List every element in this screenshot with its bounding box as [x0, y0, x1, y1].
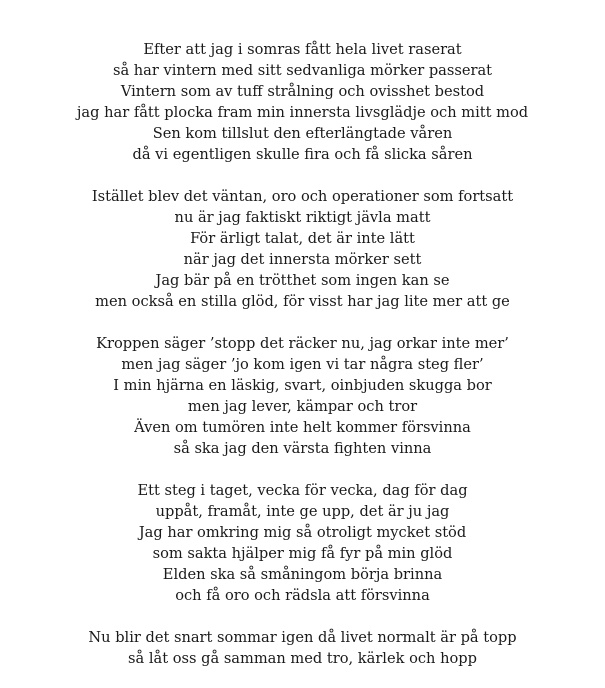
poem-line: som sakta hjälper mig få fyr på min glöd [152, 545, 453, 562]
poem-line: Jag har omkring mig så otroligt mycket stöd [138, 524, 467, 541]
poem-line: Vintern som av tuff strålning och ovisshet bestod [120, 83, 485, 100]
poem-line: så ska jag den värsta fighten vinna [173, 440, 432, 457]
poem-line: Nu blir det snart sommar igen då livet normalt är på topp [88, 629, 517, 646]
poem-line: Elden ska så småningom börja brinna [162, 566, 443, 583]
poem-line: I min hjärna en läskig, svart, oinbjuden skugga bor [113, 377, 492, 394]
stanza-3 [0, 333, 605, 459]
poem-line: Jag bär på en trötthet som ingen kan se [155, 272, 450, 289]
poem-line: Sen kom tillslut den efterlängtade våren [152, 125, 453, 142]
poem-line: För ärligt talat, det är inte lätt [190, 230, 415, 247]
poem-line: när jag det innersta mörker sett [183, 251, 422, 268]
poem-line: Efter att jag i somras fått hela livet raserat [143, 41, 462, 58]
poem-line: men jag lever, kämpar och tror [187, 398, 418, 415]
poem-line: Kroppen säger ’stopp det räcker nu, jag orkar inte mer’ [96, 335, 509, 352]
poem-line: men också en stilla glöd, för visst har jag lite mer att ge [95, 293, 510, 310]
poem-line: så har vintern med sitt sedvanliga mörker passerat [112, 62, 493, 79]
poem-line: Ett steg i taget, vecka för vecka, dag för dag [137, 482, 468, 499]
poem-line: Även om tumören inte helt kommer försvinna [134, 419, 471, 436]
poem-line: nu är jag faktiskt riktigt jävla matt [174, 209, 431, 226]
poem-line: uppåt, framåt, inte ge upp, det är ju jag [155, 503, 450, 520]
poem-line: Istället blev det väntan, oro och operationer som fortsatt [91, 188, 514, 205]
stanza-4 [0, 480, 605, 606]
poem-line: jag har fått plocka fram min innersta livsglädje och mitt mod [76, 104, 529, 121]
stanza-1 [0, 39, 605, 165]
poem-line: och få oro och rädsla att försvinna [175, 587, 430, 604]
poem-line: då vi egentligen skulle fira och få slicka såren [132, 146, 473, 163]
stanza-5 [0, 627, 605, 669]
poem-line: men jag säger ’jo kom igen vi tar några steg fler’ [121, 356, 484, 373]
poem [0, 39, 605, 669]
stanza-2 [0, 186, 605, 312]
poem-line: så låt oss gå samman med tro, kärlek och hopp [128, 650, 477, 667]
